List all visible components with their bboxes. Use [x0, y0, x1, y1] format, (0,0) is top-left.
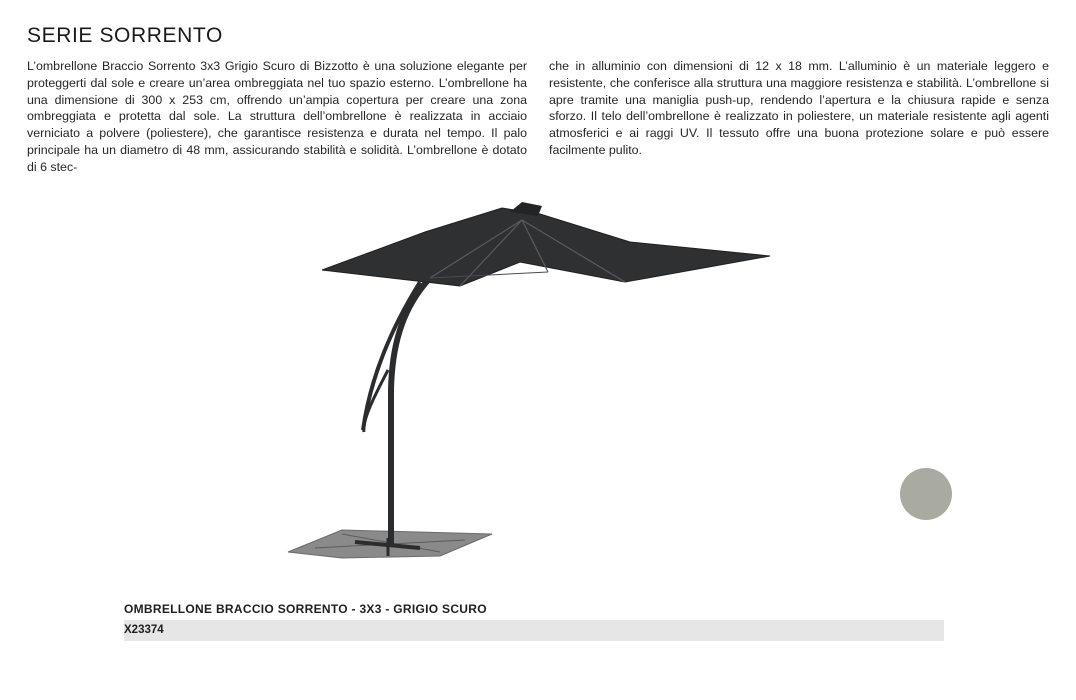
product-image-umbrella — [280, 190, 780, 590]
umbrella-canopy — [322, 202, 770, 286]
description-column-right: che in alluminio con dimensioni di 12 x 18 mm. L’alluminio è un materiale leggero e resistente, che conferisce alla struttura una maggiore resistenza e stabilità. L’ombrellone si apre tramite una maniglia push-up, rendendo l’apertura e la chiusura rapide e senza sforzo. Il telo dell’ombrellone è realizzato in poliestere, un materiale resistente agli agenti atmosferici e ai raggi UV. Il tessuto offre una buona protezione solare e può essere facilmente pulito. — [549, 59, 1049, 157]
umbrella-pole — [363, 248, 500, 546]
description-column-left: L’ombrellone Braccio Sorrento 3x3 Grigio Scuro di Bizzotto è una soluzione elegante per proteggerti dal sole e creare un’area ombreggiata nel tuo spazio esterno. L’ombrellone ha una dimensione di 300 x 253 cm, offrendo un’ampia copertura per creare una zona ombreggiata e protetta dal sole. La struttura dell’ombrellone è realizzata in acciaio verniciato a polvere (poliestere), che garantisce resistenza e durata nel tempo. Il palo principale ha un diametro di 48 mm, assicurando stabilità e solidità. L’ombrellone è dotato di 6 stec- — [27, 59, 527, 174]
product-name: OMBRELLONE BRACCIO SORRENTO - 3X3 - GRIGIO SCURO — [124, 602, 487, 616]
page-title: SERIE SORRENTO — [27, 24, 223, 47]
product-code-bar — [124, 620, 944, 641]
color-swatch — [900, 468, 952, 520]
product-code: X23374 — [124, 624, 164, 636]
